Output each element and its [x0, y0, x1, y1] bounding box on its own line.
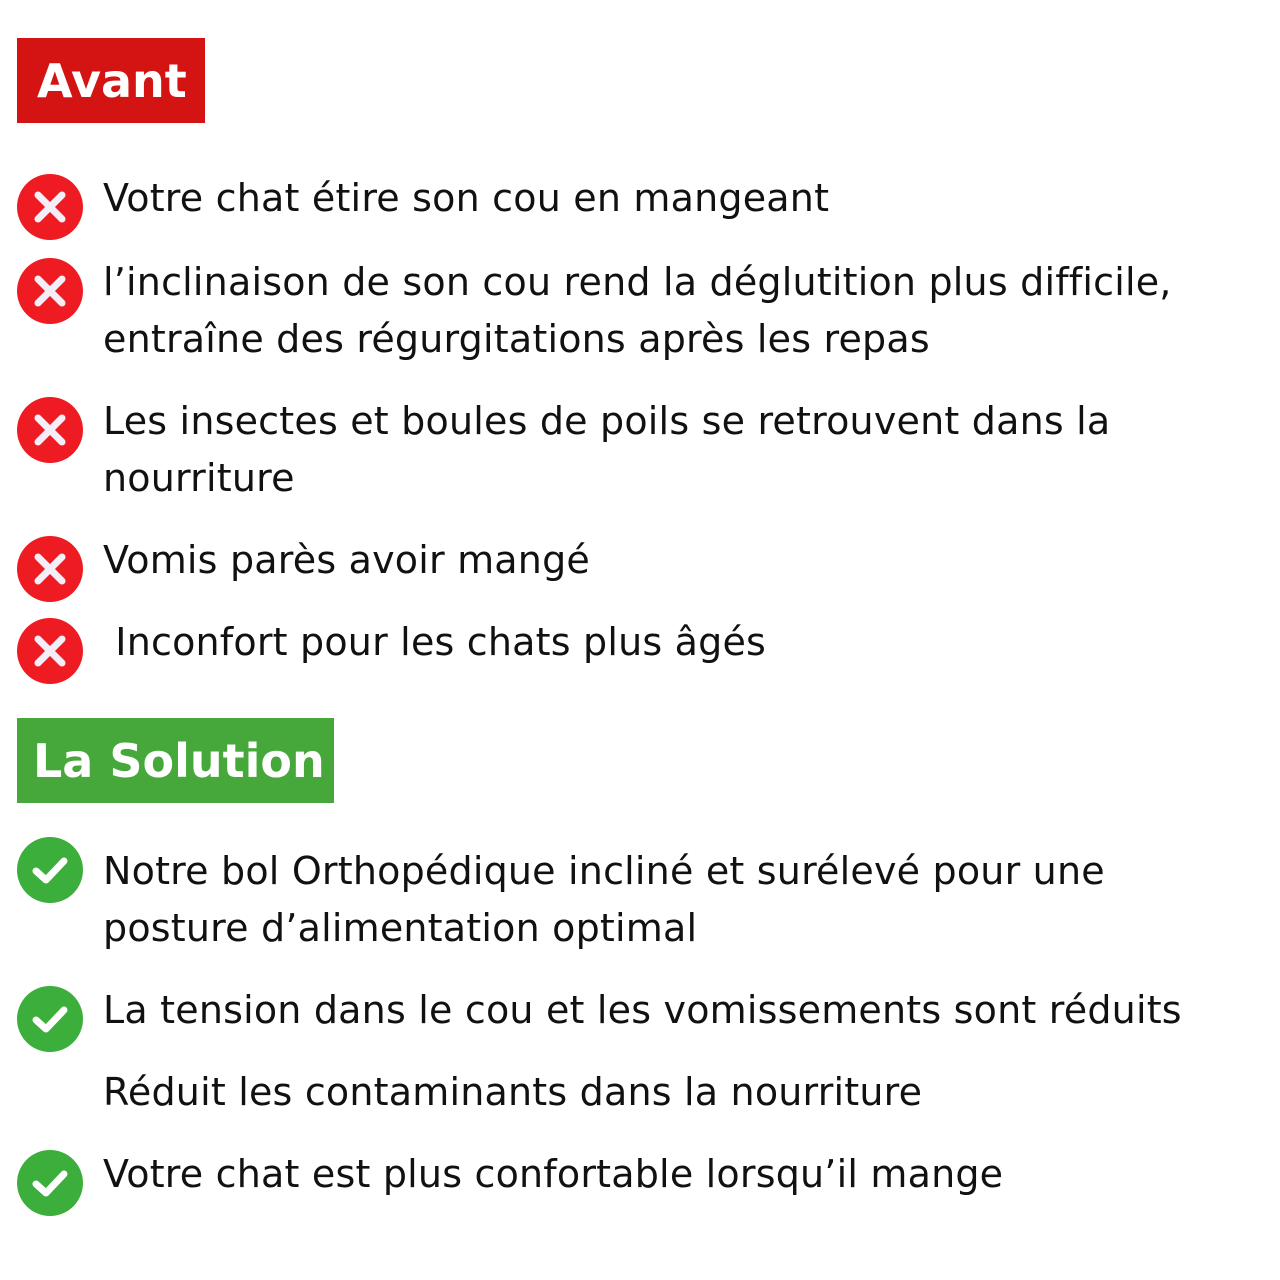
cross-icon [17, 397, 83, 463]
avant-item-text: Votre chat étire son cou en mangeant [103, 176, 830, 220]
avant-item-text: Les insectes et boules de poils se retrouvent dans la nourriture [103, 399, 1111, 500]
solution-title: La Solution [33, 733, 325, 788]
cross-icon [17, 618, 83, 684]
solution-item-text: La tension dans le cou et les vomissements sont réduits [103, 988, 1182, 1032]
cross-icon [17, 258, 83, 324]
check-icon [17, 986, 83, 1052]
solution-item-text: Réduit les contaminants dans la nourriture [103, 1070, 923, 1114]
cross-icon [17, 536, 83, 602]
avant-item-text: Inconfort pour les chats plus âgés [103, 620, 767, 664]
solution-item-text: Votre chat est plus confortable lorsqu’il mange [103, 1152, 1004, 1196]
avant-item-text: Vomis parès avoir mangé [103, 538, 590, 582]
avant-item-text: l’inclinaison de son cou rend la déglutition plus difficile, entraîne des régurgitations après les repas [103, 260, 1172, 361]
cross-icon [17, 174, 83, 240]
avant-title: Avant [37, 53, 187, 108]
check-icon [17, 837, 83, 903]
solution-badge [17, 718, 334, 803]
solution-item-text: Notre bol Orthopédique incliné et surélevé pour une posture d’alimentation optimal [103, 849, 1105, 950]
avant-badge [17, 38, 205, 123]
check-icon [17, 1150, 83, 1216]
